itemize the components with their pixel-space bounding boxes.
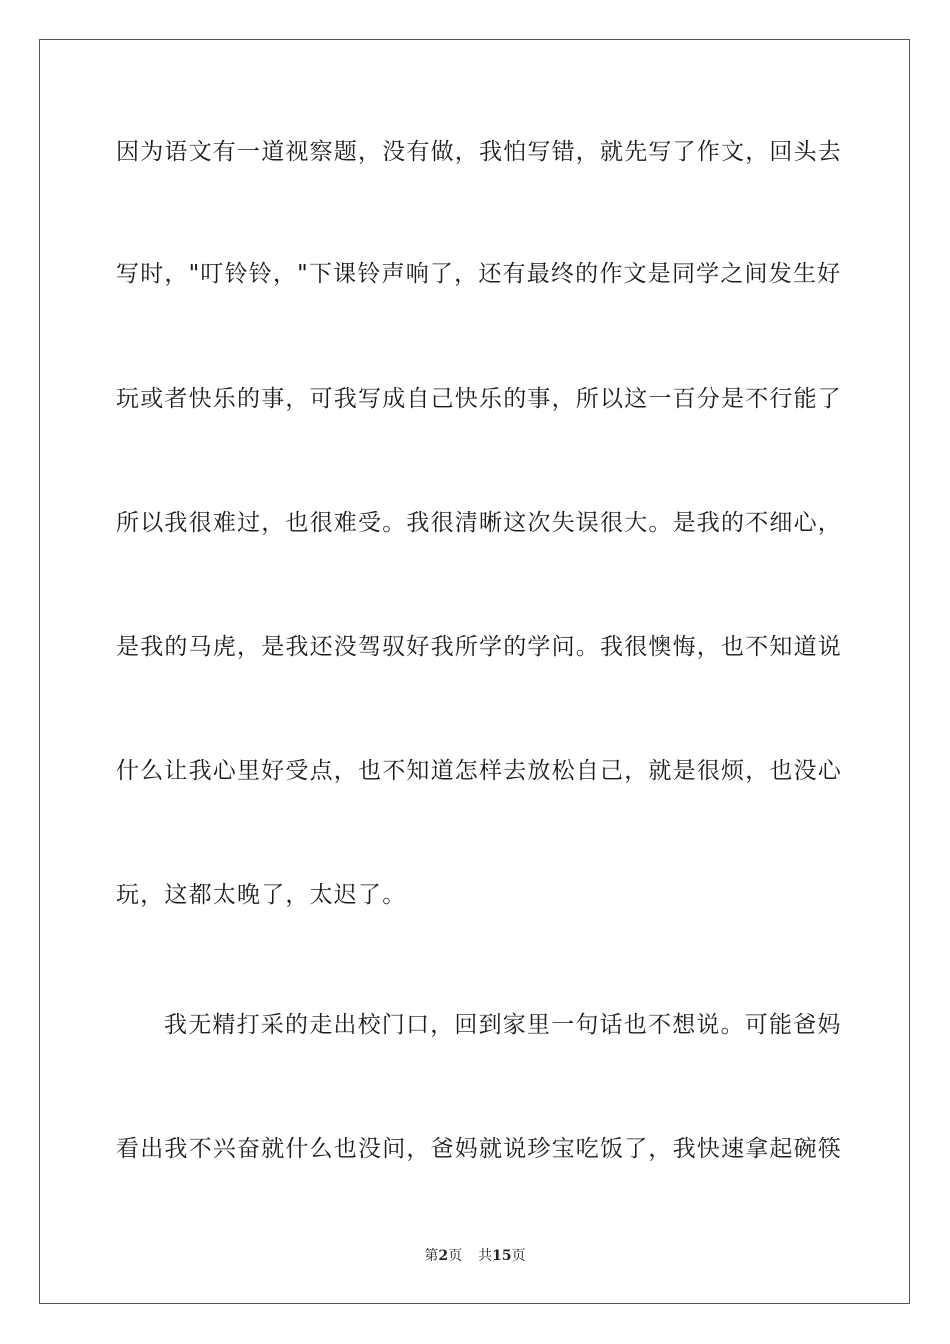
current-page-number: 2: [438, 1248, 449, 1264]
paragraph-first-line: 我无精打采的走出校门口，回到家里一句话也不想说。可能爸妈: [164, 1012, 842, 1038]
text-line: 什么让我心里好受点，也不知道怎样去放松自己，就是很烦，也没心: [116, 758, 842, 784]
text-line: 所以我很难过，也很难受。我很清晰这次失误很大。是我的不细心，: [116, 510, 842, 536]
page-label-suffix: 页: [448, 1248, 463, 1264]
total-label-prefix: 共: [478, 1248, 493, 1264]
text-line: 玩或者快乐的事，可我写成自己快乐的事，所以这一百分是不行能了: [116, 386, 842, 412]
text-line: 玩，这都太晚了，太迟了。: [116, 882, 407, 908]
page-border: [39, 39, 910, 1304]
total-pages-number: 15: [492, 1248, 512, 1264]
total-label-suffix: 页: [511, 1248, 526, 1264]
text-line: 看出我不兴奋就什么也没问，爸妈就说珍宝吃饭了，我快速拿起碗筷: [116, 1136, 842, 1162]
page-footer: [0, 1246, 950, 1266]
text-line: 因为语文有一道视察题，没有做，我怕写错，就先写了作文，回头去: [116, 139, 842, 165]
page-label-prefix: 第: [424, 1248, 439, 1264]
text-line: 是我的马虎，是我还没驾驭好我所学的学问。我很懊悔，也不知道说: [116, 634, 842, 660]
text-line: 写时，"叮铃铃，"下课铃声响了，还有最终的作文是同学之间发生好: [116, 261, 842, 287]
